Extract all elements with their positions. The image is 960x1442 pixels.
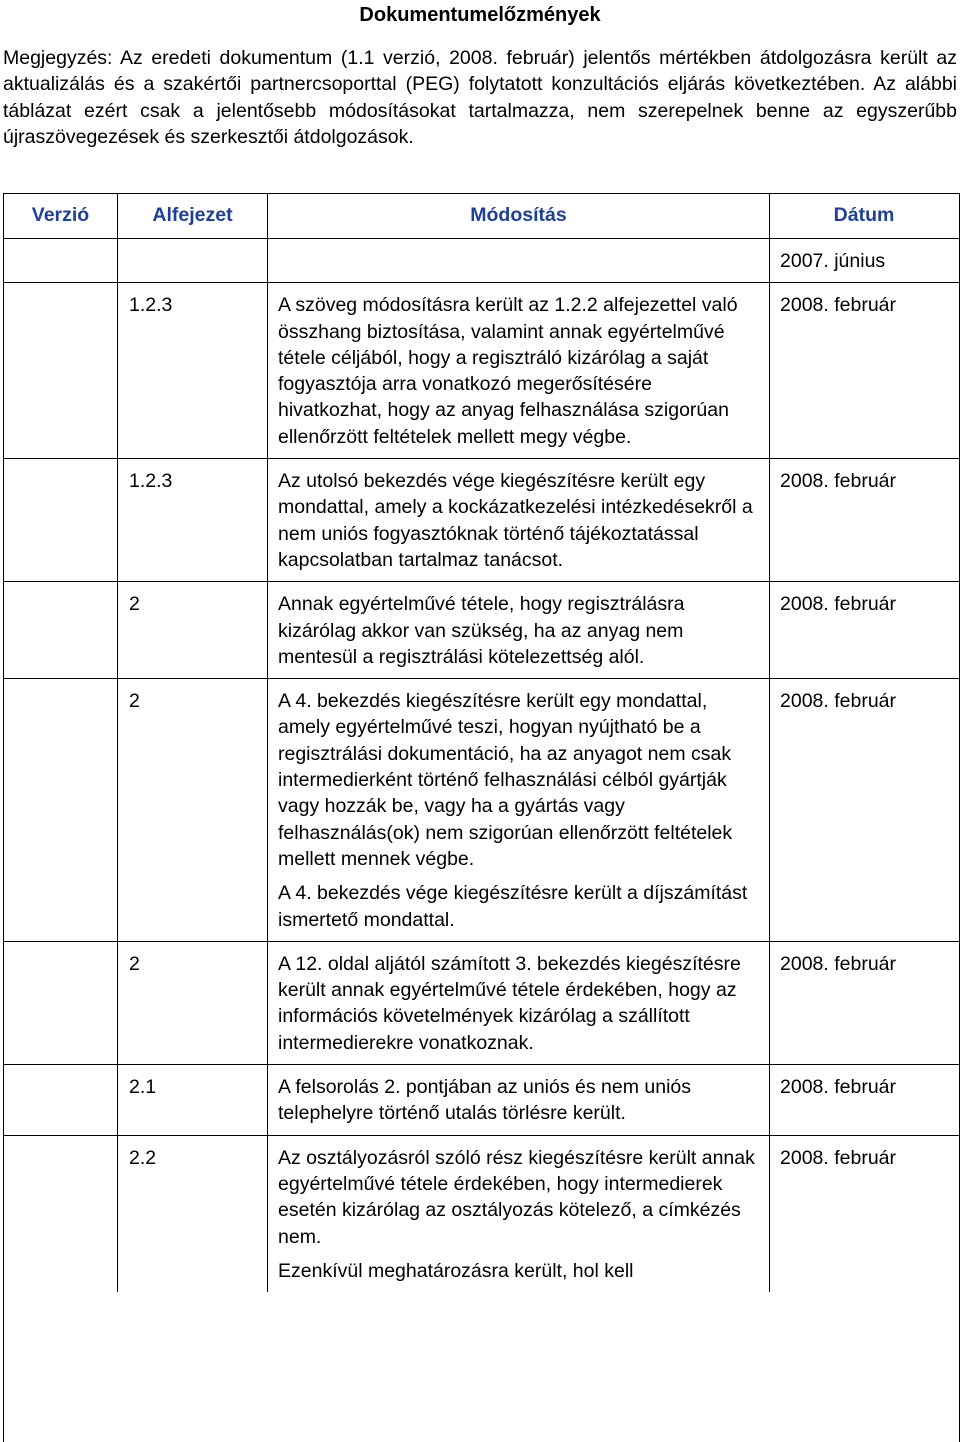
cell-version	[4, 1136, 118, 1292]
table-header	[4, 194, 959, 239]
cell-change	[268, 239, 770, 282]
cell-date: 2008. február	[780, 1076, 897, 1099]
cell-section: 2.2	[118, 1136, 268, 1292]
cell-section: 2	[118, 942, 268, 1064]
document-title: Dokumentumelőzmények	[359, 4, 601, 26]
table-row	[4, 942, 959, 1065]
table-row	[4, 239, 959, 283]
cell-section: 2	[118, 582, 268, 678]
change-paragraph: A 4. bekezdés vége kiegészítésre került a díjszámítást ismertető mondattal.	[278, 882, 748, 931]
header-section: Alfejezet	[118, 194, 268, 238]
cell-date: 2007. június	[780, 250, 886, 272]
cell-section	[118, 239, 268, 282]
table-row	[4, 283, 959, 459]
revision-history-table	[3, 193, 960, 1442]
cell-change	[268, 582, 770, 678]
change-paragraph: A 4. bekezdés kiegészítésre került egy mondattal, amely egyértelművé teszi, hogyan nyújtható be a regisztrálási dokumentáció, ha az anyagot nem csak intermedierként történő felhasználási célból gyártják vagy hozzák be, vagy ha a gyártás vagy felhasználás(ok) nem szigorúan ellenőrzött feltételek mellett mennek végbe.	[278, 690, 733, 870]
cell-section: 1.2.3	[118, 283, 268, 458]
change-paragraph: A szöveg módosításra került az 1.2.2 alfejezettel való összhang biztosítása, valamint annak egyértelművé tétele céljából, hogy a regisztráló kizárólag a saját fogyasztója arra vonatkozó megerősítésére hivatkozhat, hogy az anyag felhasználása szigorúan ellenőrzött feltételek mellett megy végbe.	[278, 294, 738, 448]
cell-version	[4, 679, 118, 941]
header-version: Verzió	[4, 194, 118, 238]
table-row	[4, 679, 959, 942]
cell-date: 2008. február	[780, 952, 897, 975]
cell-version	[4, 1065, 118, 1135]
cell-change	[268, 942, 770, 1064]
cell-change	[268, 459, 770, 581]
change-paragraph: A felsorolás 2. pontjában az uniós és nem uniós telephelyre történő utalás törlésre került.	[278, 1076, 692, 1125]
cell-change	[268, 1065, 770, 1135]
cell-version	[4, 239, 118, 282]
change-paragraph: A 12. oldal aljától számított 3. bekezdés kiegészítésre került annak egyértelművé tétele érdekében, hogy az információs követelmények kizárólag a szállított intermedierekre vonatkoznak.	[278, 952, 741, 1054]
cell-date: 2008. február	[780, 690, 897, 713]
cell-date: 2008. február	[780, 470, 897, 493]
cell-section: 1.2.3	[118, 459, 268, 581]
cell-date: 2008. február	[780, 294, 897, 317]
cell-change	[268, 679, 770, 941]
cell-date: 2008. február	[780, 1146, 897, 1169]
change-paragraph: Annak egyértelművé tétele, hogy regisztrálásra kizárólag akkor van szükség, ha az anyag nem mentesül a regisztrálási kötelezettség alól.	[278, 593, 685, 668]
cell-version	[4, 459, 118, 581]
cell-section: 2.1	[118, 1065, 268, 1135]
cell-version	[4, 582, 118, 678]
header-change: Módosítás	[268, 194, 770, 238]
cell-change	[268, 1136, 770, 1292]
change-paragraph: Az osztályozásról szóló rész kiegészítésre került annak egyértelművé tétele érdekében, hogy intermedierek esetén kizárólag az osztályozás kötelező, a címkézés nem.	[278, 1146, 755, 1248]
cell-date: 2008. február	[780, 593, 897, 616]
table-row	[4, 582, 959, 679]
table-row	[4, 1136, 959, 1292]
cell-change	[268, 283, 770, 458]
change-paragraph: Ezenkívül meghatározásra került, hol kell	[278, 1259, 634, 1282]
cell-section: 2	[118, 679, 268, 941]
cell-version	[4, 283, 118, 458]
change-paragraph: Az utolsó bekezdés vége kiegészítésre került egy mondattal, amely a kockázatkezelési intézkedésekről a nem uniós fogyasztóknak történő tájékoztatással kapcsolatban tartalmaz tanácsot.	[278, 470, 753, 571]
header-date: Dátum	[833, 204, 895, 226]
table-row	[4, 1065, 959, 1136]
revision-note: Megjegyzés: Az eredeti dokumentum (1.1 verzió, 2008. február) jelentős mértékben átdolgozásra került az aktualizálás és a szakértői partnercsoporttal (PEG) folytatott konzultációs eljárás következtében. Az alábbi táblázat ezért csak a jelentősebb módosításokat tartalmazza, nem szerepelnek benne az egyszerűbb újraszövegezések és szerkesztői átdolgozások.	[3, 47, 957, 148]
table-body	[4, 239, 959, 1292]
table-row	[4, 459, 959, 582]
cell-version	[4, 942, 118, 1064]
